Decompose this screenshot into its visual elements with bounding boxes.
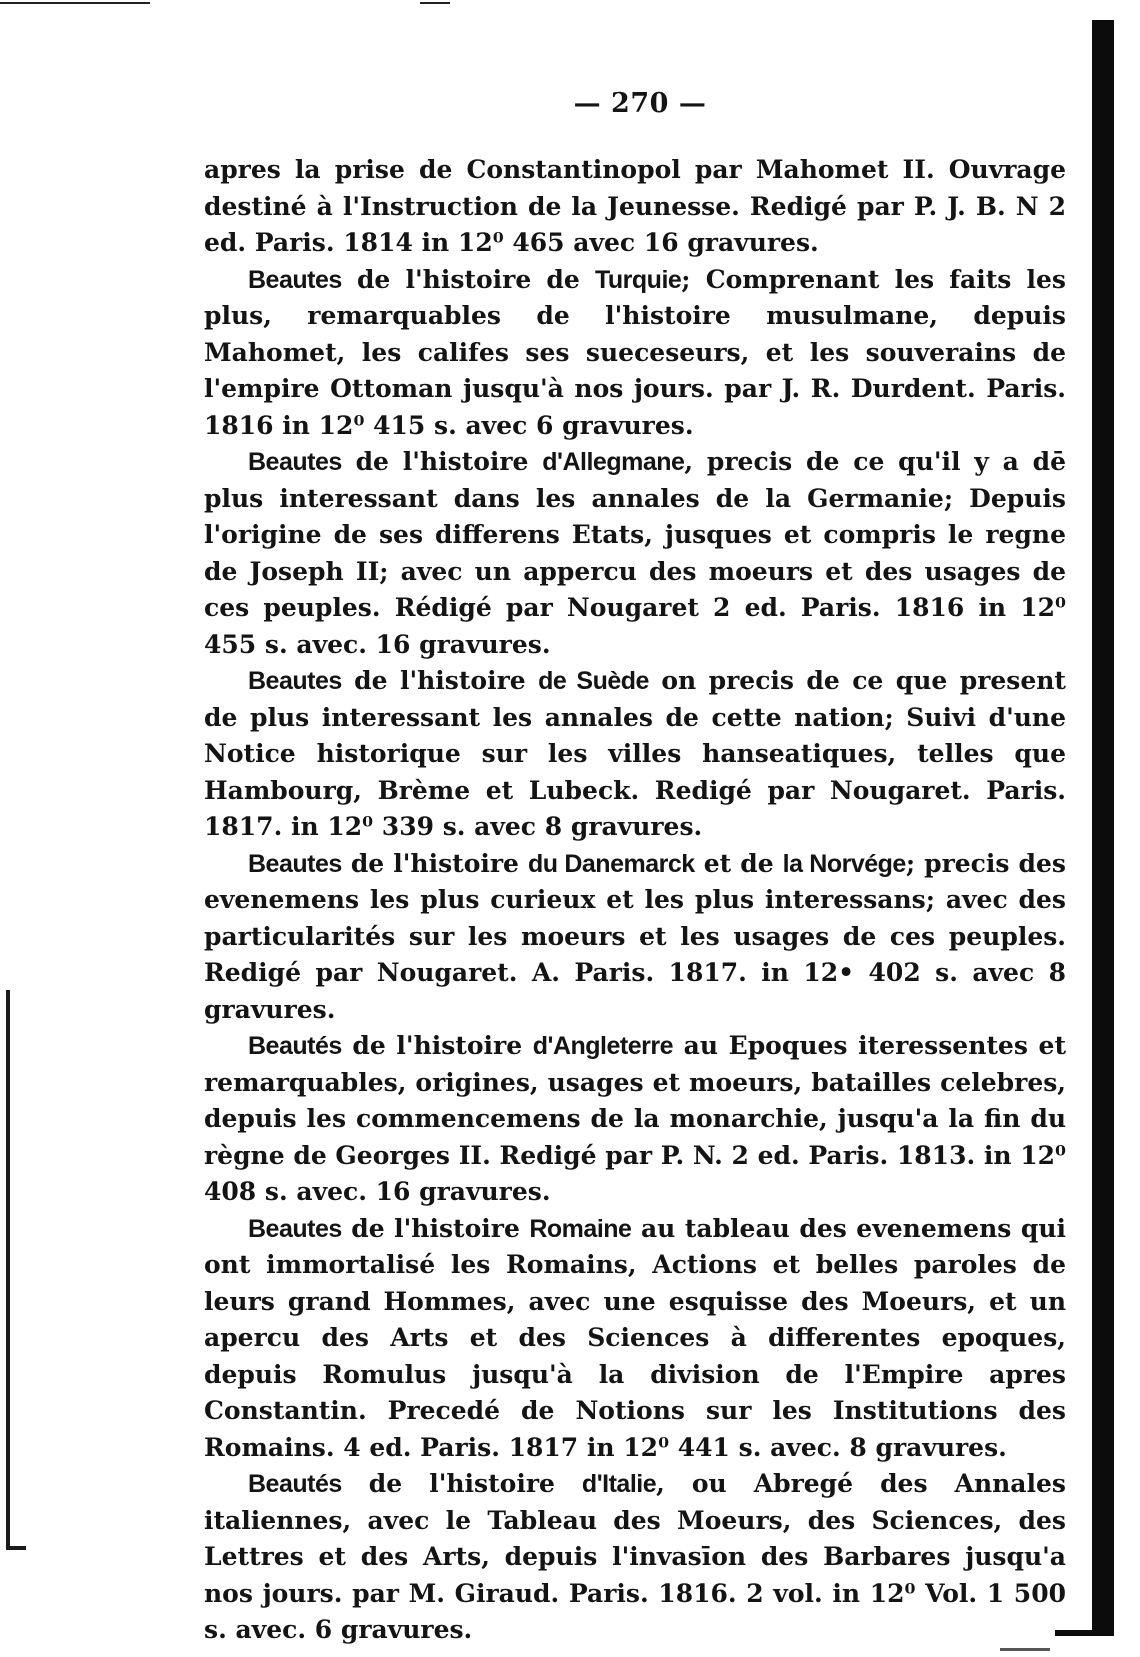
entry-heading: Beautés (248, 1470, 342, 1498)
entry-connector: de l'histoire (341, 666, 539, 695)
scan-rule-left (0, 2, 150, 4)
entry-text: on precis de ce que present de plus interessant les annales de cette nation; Suivi d'une Notice historique sur les villes hanseatiques, telles que Hambourg, Brème et Lubeck. Redigé par Nougaret. Paris. 1817. in 12⁰ 339 s. avec 8 gravures. (204, 666, 1066, 841)
entry-heading: Beautes (248, 1214, 342, 1243)
entry-angleterre (204, 1028, 1066, 1211)
entry-connector: de l'histoire (341, 447, 543, 476)
entry-connector: de l'histoire (341, 1213, 530, 1243)
entry-connector: de l'histoire (341, 1031, 533, 1060)
scan-left-edge-foot (6, 1546, 26, 1550)
entry-subject: Turquie (594, 265, 682, 294)
bibliography-text (204, 152, 1066, 1649)
entry-text: , ou Abregé des Annales italiennes, avec le Tableau des Moeurs, des Sciences, des Lettres et des Arts, depuis l'invasīon des Barbares jusqu'a nos jours. par M. Giraud. Paris. 1816. 2 vol. in 12⁰ Vol. 1 500 s. avec. 6 gravures. (204, 1469, 1066, 1644)
entry-subject: du Danemarck (528, 849, 695, 878)
entry-allemagne (204, 444, 1066, 663)
entry-italie (204, 1466, 1066, 1649)
entry-heading: Beautes (248, 667, 342, 695)
entry-text: apres la prise de Constantinopol par Mahomet II. Ouvrage destiné à l'Instruction de la Jeunesse. Redigé par P. J. B. N 2 ed. Paris. 1814 in 12⁰ 465 avec 16 gravures. (204, 155, 1066, 257)
entry-subject-2: la Norvége (782, 849, 906, 878)
entry-danemarck (204, 846, 1066, 1029)
entry-text: au Epoques iteressentes et remarquables, origines, usages et moeurs, batailles celebres, depuis les commencemens de la monarchie, jusqu'a la fin du règne de Georges II. Redigé par P. N. 2 ed. Paris. 1813. in 12⁰ 408 s. avec. 16 gravures. (204, 1031, 1066, 1206)
entry-continuation (204, 152, 1066, 262)
entry-heading: Beautes (248, 448, 342, 476)
entry-connector-2: et de (694, 848, 783, 878)
entry-text: ; precis des evenemens les plus curieux et les plus interessans; avec des particularités sur les moeurs et les usages de ces peuples. Redigé par Nougaret. A. Paris. 1817. in 12• 402 s. avec 8 gravures. (204, 848, 1066, 1024)
entry-connector: de l'histoire (341, 1469, 582, 1498)
page-number: — 270 — (573, 88, 707, 119)
entry-text: ; Comprenant les faits les plus, remarquables de l'histoire musulmane, depuis Mahomet, les califes ses sueceseurs, et les souverains de l'empire Ottoman jusqu'à nos jours. par J. R. Durdent. Paris. 1816 in 12⁰ 415 s. avec 6 gravures. (204, 264, 1066, 440)
entry-subject: Romaine (529, 1214, 632, 1243)
entry-connector: de l'histoire (341, 848, 529, 878)
entry-suede (204, 663, 1066, 846)
scan-rule-mid (420, 2, 450, 4)
entry-heading: Beautes (248, 849, 342, 878)
scan-binding-shadow (1092, 20, 1114, 1635)
entry-heading: Beautés (248, 1032, 342, 1060)
entry-subject: de Suède (538, 667, 649, 695)
entry-heading: Beautes (248, 265, 342, 294)
entry-turquie (204, 262, 1066, 445)
entry-connector: de l'histoire de (341, 264, 595, 294)
entry-text: , precis de ce qu'il y a dē plus interessant dans les annales de la Germanie; Depuis l'origine de ses differens Etats, jusques et compris le regne de Joseph II; avec un appercu des moeurs et des usages de ces peuples. Rédigé par Nougaret 2 ed. Paris. 1816 in 12⁰ 455 s. avec. 16 gravures. (204, 447, 1066, 659)
entry-subject: d'Angleterre (532, 1032, 674, 1060)
entry-subject: d'Allegmane (542, 448, 685, 476)
entry-text: au tableau des evenemens qui ont immortalisé les Romains, Actions et belles paroles de leurs grand Hommes, avec une esquisse des Moeurs, et un apercu des Arts et des Sciences à differentes epoques, depuis Romulus jusqu'à la division de l'Empire apres Constantin. Precedé de Notions sur les Institutions des Romains. 4 ed. Paris. 1817 in 12⁰ 441 s. avec. 8 gravures. (204, 1213, 1066, 1462)
entry-subject: d'Italie (581, 1470, 657, 1498)
scan-left-edge (6, 990, 10, 1550)
entry-romaine (204, 1211, 1066, 1467)
